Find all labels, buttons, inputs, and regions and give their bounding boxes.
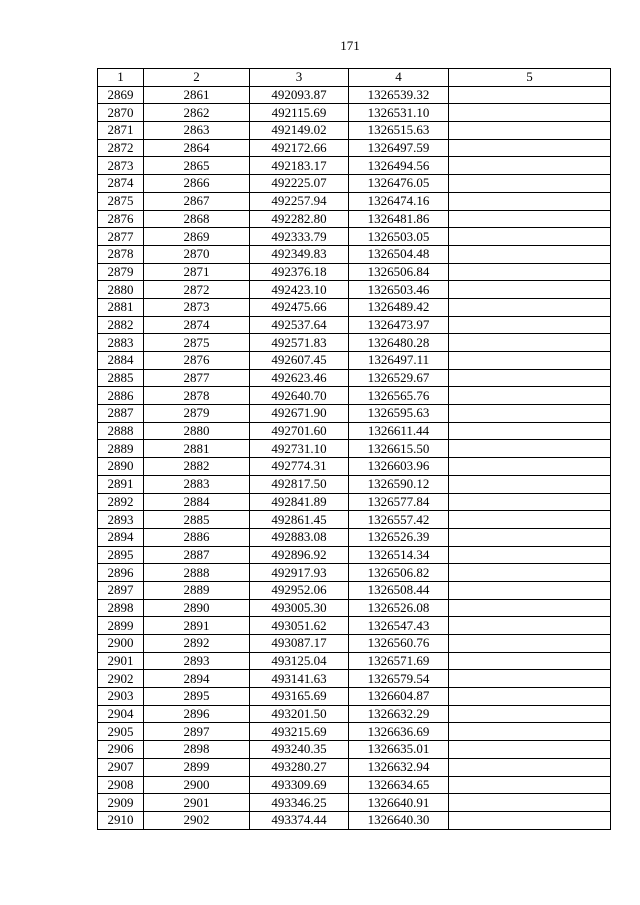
table-cell: 2881	[144, 440, 250, 458]
table-cell	[449, 546, 611, 564]
table-cell: 2887	[144, 546, 250, 564]
table-cell: 2895	[144, 688, 250, 706]
table-row	[98, 175, 611, 193]
table-cell: 493215.69	[250, 723, 349, 741]
table-cell: 2898	[98, 599, 144, 617]
table-cell: 1326489.42	[349, 298, 449, 316]
table-cell: 492115.69	[250, 104, 349, 122]
table-cell: 2883	[144, 475, 250, 493]
table-cell: 492537.64	[250, 316, 349, 334]
table-cell: 493280.27	[250, 758, 349, 776]
table-cell: 2871	[98, 122, 144, 140]
table-row	[98, 546, 611, 564]
table-cell: 2893	[98, 511, 144, 529]
table-cell: 2883	[98, 334, 144, 352]
table-cell	[449, 564, 611, 582]
coordinates-table	[97, 68, 611, 830]
table-cell: 1326603.96	[349, 458, 449, 476]
table-cell: 492475.66	[250, 298, 349, 316]
table-cell: 492623.46	[250, 369, 349, 387]
table-cell: 1326474.16	[349, 192, 449, 210]
table-cell: 1326590.12	[349, 475, 449, 493]
table-cell: 2885	[98, 369, 144, 387]
table-cell: 2902	[98, 670, 144, 688]
table-row	[98, 458, 611, 476]
table-row	[98, 210, 611, 228]
table-cell: 1326577.84	[349, 493, 449, 511]
table-cell: 2873	[144, 298, 250, 316]
table-row	[98, 440, 611, 458]
table-cell	[449, 599, 611, 617]
table-cell: 1326473.97	[349, 316, 449, 334]
table-cell: 2884	[144, 493, 250, 511]
column-header-2: 2	[144, 69, 250, 87]
table-row	[98, 422, 611, 440]
column-header-3: 3	[250, 69, 349, 87]
table-cell: 1326476.05	[349, 175, 449, 193]
table-cell: 2879	[144, 405, 250, 423]
table-cell: 2890	[144, 599, 250, 617]
table-cell	[449, 581, 611, 599]
table-cell: 493087.17	[250, 635, 349, 653]
table-row	[98, 741, 611, 759]
table-cell: 2872	[98, 139, 144, 157]
table-cell: 2870	[144, 245, 250, 263]
table-cell: 1326611.44	[349, 422, 449, 440]
table-cell: 2874	[144, 316, 250, 334]
table-cell: 1326515.63	[349, 122, 449, 140]
table-cell	[449, 528, 611, 546]
table-cell: 1326503.05	[349, 228, 449, 246]
table-cell: 2882	[144, 458, 250, 476]
table-cell: 493374.44	[250, 811, 349, 829]
table-cell	[449, 245, 611, 263]
table-cell: 492671.90	[250, 405, 349, 423]
table-row	[98, 758, 611, 776]
table-cell	[449, 316, 611, 334]
table-cell: 492817.50	[250, 475, 349, 493]
table-row	[98, 511, 611, 529]
table-cell: 492376.18	[250, 263, 349, 281]
table-cell: 493005.30	[250, 599, 349, 617]
table-row	[98, 228, 611, 246]
table-cell: 492731.10	[250, 440, 349, 458]
table-row	[98, 688, 611, 706]
table-cell	[449, 192, 611, 210]
table-cell: 2896	[98, 564, 144, 582]
table-cell	[449, 263, 611, 281]
table-cell: 2897	[98, 581, 144, 599]
table-cell: 2875	[98, 192, 144, 210]
table-cell: 2879	[98, 263, 144, 281]
table-cell: 2869	[144, 228, 250, 246]
table-cell	[449, 122, 611, 140]
table-cell	[449, 334, 611, 352]
table-cell: 1326514.34	[349, 546, 449, 564]
table-cell	[449, 670, 611, 688]
table-cell: 2875	[144, 334, 250, 352]
table-cell: 2886	[144, 528, 250, 546]
table-row	[98, 617, 611, 635]
table-cell: 1326508.44	[349, 581, 449, 599]
table-cell: 2889	[98, 440, 144, 458]
table-row	[98, 298, 611, 316]
table-cell: 1326579.54	[349, 670, 449, 688]
table-cell: 1326526.08	[349, 599, 449, 617]
table-cell: 2881	[98, 298, 144, 316]
table-row	[98, 104, 611, 122]
table-row	[98, 192, 611, 210]
table-cell: 2887	[98, 405, 144, 423]
table-cell: 2892	[98, 493, 144, 511]
table-cell	[449, 405, 611, 423]
table-cell: 493165.69	[250, 688, 349, 706]
table-cell: 2909	[98, 794, 144, 812]
table-row	[98, 387, 611, 405]
table-cell	[449, 210, 611, 228]
table-row	[98, 635, 611, 653]
table-body	[98, 86, 611, 829]
table-cell: 2899	[144, 758, 250, 776]
table-cell: 2891	[144, 617, 250, 635]
table-cell	[449, 652, 611, 670]
table-cell	[449, 139, 611, 157]
table-cell: 2890	[98, 458, 144, 476]
table-cell	[449, 688, 611, 706]
table-cell: 2896	[144, 705, 250, 723]
table-cell: 2903	[98, 688, 144, 706]
table-row	[98, 475, 611, 493]
table-cell: 2871	[144, 263, 250, 281]
table-cell: 1326632.29	[349, 705, 449, 723]
table-row	[98, 281, 611, 299]
table-cell: 2888	[144, 564, 250, 582]
table-cell	[449, 369, 611, 387]
table-cell: 2894	[98, 528, 144, 546]
table-cell	[449, 175, 611, 193]
table-cell	[449, 493, 611, 511]
table-cell: 2888	[98, 422, 144, 440]
table-cell	[449, 387, 611, 405]
table-row	[98, 369, 611, 387]
table-cell: 492225.07	[250, 175, 349, 193]
table-cell	[449, 86, 611, 104]
table-cell: 492640.70	[250, 387, 349, 405]
table-cell: 492952.06	[250, 581, 349, 599]
table-cell: 1326481.86	[349, 210, 449, 228]
page-number: 171	[340, 38, 360, 53]
table-row	[98, 705, 611, 723]
table-cell: 1326604.87	[349, 688, 449, 706]
table-row	[98, 352, 611, 370]
table-cell	[449, 281, 611, 299]
table-cell: 492607.45	[250, 352, 349, 370]
table-cell: 493141.63	[250, 670, 349, 688]
table-cell	[449, 440, 611, 458]
table-cell: 1326560.76	[349, 635, 449, 653]
table-cell: 2876	[144, 352, 250, 370]
table-row	[98, 776, 611, 794]
table-cell: 2872	[144, 281, 250, 299]
table-cell	[449, 511, 611, 529]
table-cell: 1326529.67	[349, 369, 449, 387]
table-cell: 1326571.69	[349, 652, 449, 670]
table-cell: 1326634.65	[349, 776, 449, 794]
column-header-4: 4	[349, 69, 449, 87]
table-cell: 1326615.50	[349, 440, 449, 458]
table-cell: 493346.25	[250, 794, 349, 812]
table-cell	[449, 635, 611, 653]
table-cell: 1326480.28	[349, 334, 449, 352]
table-cell: 493125.04	[250, 652, 349, 670]
table-cell: 493240.35	[250, 741, 349, 759]
table-cell: 1326494.56	[349, 157, 449, 175]
table-cell: 1326506.84	[349, 263, 449, 281]
table-cell: 1326539.32	[349, 86, 449, 104]
table-row	[98, 316, 611, 334]
table-row	[98, 581, 611, 599]
table-cell: 2886	[98, 387, 144, 405]
table-cell: 2895	[98, 546, 144, 564]
table-cell: 2893	[144, 652, 250, 670]
table-cell: 2878	[144, 387, 250, 405]
table-cell: 1326635.01	[349, 741, 449, 759]
table-cell: 492774.31	[250, 458, 349, 476]
table-cell: 492183.17	[250, 157, 349, 175]
table-cell: 1326506.82	[349, 564, 449, 582]
table-cell: 1326640.91	[349, 794, 449, 812]
table-cell: 2868	[144, 210, 250, 228]
table-row	[98, 599, 611, 617]
table-cell: 2861	[144, 86, 250, 104]
table-cell: 1326497.11	[349, 352, 449, 370]
table-cell: 1326497.59	[349, 139, 449, 157]
table-cell	[449, 741, 611, 759]
table-cell: 493309.69	[250, 776, 349, 794]
table-cell	[449, 352, 611, 370]
table-cell: 1326504.48	[349, 245, 449, 263]
table-cell	[449, 458, 611, 476]
table-cell: 2874	[98, 175, 144, 193]
table-row	[98, 139, 611, 157]
table-cell	[449, 811, 611, 829]
table-cell: 2877	[98, 228, 144, 246]
table-cell: 2884	[98, 352, 144, 370]
table-cell: 492282.80	[250, 210, 349, 228]
column-header-1: 1	[98, 69, 144, 87]
table-cell: 2892	[144, 635, 250, 653]
table-cell: 2863	[144, 122, 250, 140]
table-cell: 492571.83	[250, 334, 349, 352]
table-cell: 492257.94	[250, 192, 349, 210]
table-cell: 2901	[144, 794, 250, 812]
table-cell: 2902	[144, 811, 250, 829]
table-cell: 2876	[98, 210, 144, 228]
table-cell: 2910	[98, 811, 144, 829]
table-cell: 2894	[144, 670, 250, 688]
table-row	[98, 334, 611, 352]
table-cell	[449, 758, 611, 776]
table-cell: 1326526.39	[349, 528, 449, 546]
table-cell: 492172.66	[250, 139, 349, 157]
table-row	[98, 122, 611, 140]
table-cell: 492861.45	[250, 511, 349, 529]
table-cell: 2862	[144, 104, 250, 122]
column-header-5: 5	[449, 69, 611, 87]
table-cell: 2870	[98, 104, 144, 122]
table-row	[98, 564, 611, 582]
table-row	[98, 245, 611, 263]
table-cell: 2885	[144, 511, 250, 529]
table-cell: 1326565.76	[349, 387, 449, 405]
table-cell: 2900	[144, 776, 250, 794]
table-cell: 2878	[98, 245, 144, 263]
table-row	[98, 493, 611, 511]
table-cell: 2900	[98, 635, 144, 653]
table-cell: 2877	[144, 369, 250, 387]
table-cell: 2899	[98, 617, 144, 635]
table-cell: 2889	[144, 581, 250, 599]
table-cell: 493201.50	[250, 705, 349, 723]
table-cell: 2906	[98, 741, 144, 759]
table-cell	[449, 157, 611, 175]
table-cell: 492333.79	[250, 228, 349, 246]
table-cell: 2864	[144, 139, 250, 157]
table-cell	[449, 298, 611, 316]
table-cell: 1326640.30	[349, 811, 449, 829]
table-cell: 492883.08	[250, 528, 349, 546]
table-cell: 1326547.43	[349, 617, 449, 635]
table-cell: 492917.93	[250, 564, 349, 582]
table-cell: 1326557.42	[349, 511, 449, 529]
table-cell: 1326503.46	[349, 281, 449, 299]
table-cell: 2882	[98, 316, 144, 334]
table-cell: 1326531.10	[349, 104, 449, 122]
table-cell	[449, 422, 611, 440]
table-row	[98, 723, 611, 741]
table-cell: 2873	[98, 157, 144, 175]
table-cell: 2867	[144, 192, 250, 210]
table-cell: 493051.62	[250, 617, 349, 635]
table-row	[98, 652, 611, 670]
table-header-row	[98, 69, 611, 87]
table-cell	[449, 705, 611, 723]
table-cell	[449, 723, 611, 741]
table-cell: 492093.87	[250, 86, 349, 104]
table-cell: 2869	[98, 86, 144, 104]
table-row	[98, 670, 611, 688]
table-row	[98, 405, 611, 423]
table-cell: 1326632.94	[349, 758, 449, 776]
table-cell: 492349.83	[250, 245, 349, 263]
table-cell: 2880	[98, 281, 144, 299]
table-cell: 492701.60	[250, 422, 349, 440]
table-cell: 2866	[144, 175, 250, 193]
table-row	[98, 263, 611, 281]
table-cell: 2901	[98, 652, 144, 670]
table-cell: 2880	[144, 422, 250, 440]
table-cell: 492896.92	[250, 546, 349, 564]
table-cell	[449, 776, 611, 794]
table-row	[98, 794, 611, 812]
table-row	[98, 157, 611, 175]
table-cell: 1326595.63	[349, 405, 449, 423]
table-cell	[449, 794, 611, 812]
table-cell	[449, 475, 611, 493]
table-cell: 2898	[144, 741, 250, 759]
table-cell: 2908	[98, 776, 144, 794]
table-cell: 2897	[144, 723, 250, 741]
table-row	[98, 528, 611, 546]
table-cell	[449, 104, 611, 122]
table-cell: 2907	[98, 758, 144, 776]
table-cell: 492149.02	[250, 122, 349, 140]
table-cell: 1326636.69	[349, 723, 449, 741]
table-row	[98, 811, 611, 829]
table-cell	[449, 228, 611, 246]
table-cell: 492423.10	[250, 281, 349, 299]
table-cell: 2891	[98, 475, 144, 493]
table-cell	[449, 617, 611, 635]
table-cell: 2865	[144, 157, 250, 175]
table-row	[98, 86, 611, 104]
table-cell: 492841.89	[250, 493, 349, 511]
table-cell: 2905	[98, 723, 144, 741]
table-cell: 2904	[98, 705, 144, 723]
